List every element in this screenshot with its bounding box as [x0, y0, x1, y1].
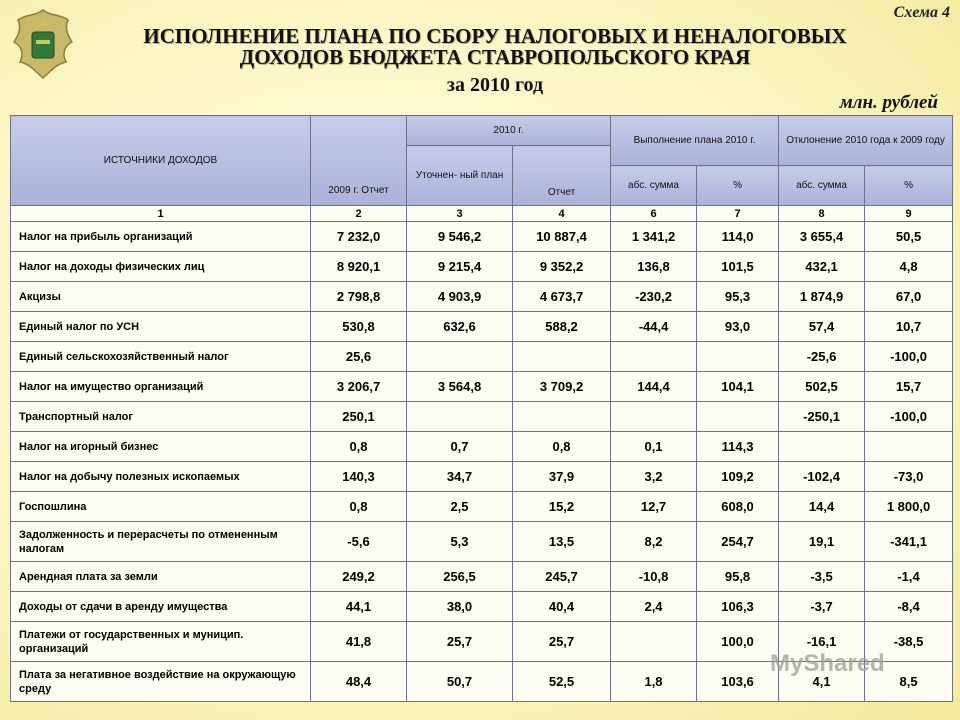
table-cell: 25,7: [407, 622, 513, 662]
income-source-name: Акцизы: [11, 282, 311, 312]
table-row: [11, 282, 953, 312]
table-cell: 249,2: [311, 562, 407, 592]
table-row: [11, 342, 953, 372]
table-cell: 2,5: [407, 492, 513, 522]
table-cell: 104,1: [697, 372, 779, 402]
header-exec-abs: абс. сумма: [611, 166, 697, 206]
income-source-name: Налог на доходы физических лиц: [11, 252, 311, 282]
table-cell: 256,5: [407, 562, 513, 592]
table-cell: 3 206,7: [311, 372, 407, 402]
income-source-name: Плата за негативное воздействие на окружающую среду: [11, 662, 311, 702]
table-cell: -3,7: [779, 592, 865, 622]
table-row: [11, 312, 953, 342]
table-row: [11, 252, 953, 282]
table-cell: 34,7: [407, 462, 513, 492]
header-2009-report: 2009 г. Отчет: [311, 116, 407, 206]
column-number: 2: [311, 206, 407, 222]
income-source-name: Задолженность и перерасчеты по отмененным налогам: [11, 522, 311, 562]
table-cell: 0,1: [611, 432, 697, 462]
header-plan-execution: Выполнение плана 2010 г.: [611, 116, 779, 166]
table-cell: [697, 342, 779, 372]
column-number: 9: [865, 206, 953, 222]
table-cell: [407, 402, 513, 432]
column-number: 6: [611, 206, 697, 222]
table-cell: [697, 402, 779, 432]
table-cell: 57,4: [779, 312, 865, 342]
table-cell: -341,1: [865, 522, 953, 562]
table-cell: 10,7: [865, 312, 953, 342]
table-cell: -5,6: [311, 522, 407, 562]
table-cell: 15,2: [513, 492, 611, 522]
table-cell: 1 874,9: [779, 282, 865, 312]
table-cell: 44,1: [311, 592, 407, 622]
table-cell: 1 800,0: [865, 492, 953, 522]
table-row: [11, 372, 953, 402]
table-cell: -100,0: [865, 402, 953, 432]
table-cell: 114,0: [697, 222, 779, 252]
table-cell: 530,8: [311, 312, 407, 342]
table-cell: 67,0: [865, 282, 953, 312]
column-number: 1: [11, 206, 311, 222]
table-row: [11, 492, 953, 522]
income-source-name: Платежи от государственных и муницип. организаций: [11, 622, 311, 662]
table-cell: 95,8: [697, 562, 779, 592]
table-cell: 588,2: [513, 312, 611, 342]
column-number: 4: [513, 206, 611, 222]
table-cell: 632,6: [407, 312, 513, 342]
table-cell: 48,4: [311, 662, 407, 702]
table-cell: 1,8: [611, 662, 697, 702]
income-source-name: Налог на имущество организаций: [11, 372, 311, 402]
table-cell: 0,8: [311, 492, 407, 522]
table-cell: 4,8: [865, 252, 953, 282]
table-cell: -38,5: [865, 622, 953, 662]
table-cell: 41,8: [311, 622, 407, 662]
table-cell: 12,7: [611, 492, 697, 522]
table-cell: 0,8: [513, 432, 611, 462]
table-cell: -250,1: [779, 402, 865, 432]
revenue-table: [10, 115, 953, 702]
table-cell: 4,1: [779, 662, 865, 702]
table-cell: -100,0: [865, 342, 953, 372]
header-dev-pct: %: [865, 166, 953, 206]
table-row: [11, 432, 953, 462]
table-cell: 38,0: [407, 592, 513, 622]
table-cell: 103,6: [697, 662, 779, 702]
table-cell: 19,1: [779, 522, 865, 562]
table-cell: 250,1: [311, 402, 407, 432]
table-cell: 37,9: [513, 462, 611, 492]
table-cell: 95,3: [697, 282, 779, 312]
table-cell: 3 564,8: [407, 372, 513, 402]
table-cell: 14,4: [779, 492, 865, 522]
table-cell: [407, 342, 513, 372]
title-year: за 2010 год: [446, 74, 544, 96]
column-number: 7: [697, 206, 779, 222]
table-cell: -16,1: [779, 622, 865, 662]
table-cell: 9 352,2: [513, 252, 611, 282]
table-cell: 50,7: [407, 662, 513, 702]
table-row: [11, 562, 953, 592]
header-sources: ИСТОЧНИКИ ДОХОДОВ: [11, 116, 311, 206]
income-source-name: Госпошлина: [11, 492, 311, 522]
table-row: [11, 462, 953, 492]
table-cell: 2 798,8: [311, 282, 407, 312]
title-line-1: ИСПОЛНЕНИЕ ПЛАНА ПО СБОРУ НАЛОГОВЫХ И НЕНАЛОГОВЫХ: [143, 24, 847, 48]
column-number: 8: [779, 206, 865, 222]
column-number-row: [11, 206, 953, 222]
income-source-name: Налог на прибыль организаций: [11, 222, 311, 252]
table-cell: [779, 432, 865, 462]
table-cell: 10 887,4: [513, 222, 611, 252]
income-source-name: Транспортный налог: [11, 402, 311, 432]
table-cell: 4 673,7: [513, 282, 611, 312]
table-row: [11, 592, 953, 622]
table-cell: -1,4: [865, 562, 953, 592]
units-label: млн. рублей: [839, 92, 938, 113]
title-line-2: ДОХОДОВ БЮДЖЕТА СТАВРОПОЛЬСКОГО КРАЯ: [239, 45, 751, 69]
watermark: MyShared: [770, 650, 885, 677]
table-cell: 140,3: [311, 462, 407, 492]
table-cell: 15,7: [865, 372, 953, 402]
table-cell: [611, 622, 697, 662]
table-cell: -25,6: [779, 342, 865, 372]
table-cell: 8,5: [865, 662, 953, 702]
table-cell: 502,5: [779, 372, 865, 402]
table-cell: 93,0: [697, 312, 779, 342]
table-cell: 8,2: [611, 522, 697, 562]
table-cell: 25,6: [311, 342, 407, 372]
table-cell: -102,4: [779, 462, 865, 492]
table-cell: 144,4: [611, 372, 697, 402]
header-2010: 2010 г.: [407, 116, 611, 146]
table-cell: 25,7: [513, 622, 611, 662]
table-cell: 3 655,4: [779, 222, 865, 252]
schema-number: Схема 4: [893, 4, 950, 21]
table-cell: 109,2: [697, 462, 779, 492]
table-row: [11, 222, 953, 252]
table-cell: -10,8: [611, 562, 697, 592]
table-cell: 254,7: [697, 522, 779, 562]
income-source-name: Арендная плата за земли: [11, 562, 311, 592]
column-number: 3: [407, 206, 513, 222]
table-cell: [611, 342, 697, 372]
table-cell: 136,8: [611, 252, 697, 282]
table-cell: 3,2: [611, 462, 697, 492]
header-2010-report: Отчет: [513, 146, 611, 206]
table-cell: -73,0: [865, 462, 953, 492]
table-cell: 9 546,2: [407, 222, 513, 252]
stavropol-emblem-icon: [8, 6, 78, 84]
table-cell: 7 232,0: [311, 222, 407, 252]
income-source-name: Налог на игорный бизнес: [11, 432, 311, 462]
page-title: [80, 26, 910, 68]
table-cell: [611, 402, 697, 432]
table-cell: -8,4: [865, 592, 953, 622]
table-cell: 245,7: [513, 562, 611, 592]
header-exec-pct: %: [697, 166, 779, 206]
table-cell: [513, 402, 611, 432]
table-cell: 5,3: [407, 522, 513, 562]
table-cell: 2,4: [611, 592, 697, 622]
table-cell: 106,3: [697, 592, 779, 622]
table-cell: 40,4: [513, 592, 611, 622]
table-cell: -230,2: [611, 282, 697, 312]
table-cell: 1 341,2: [611, 222, 697, 252]
income-source-name: Единый налог по УСН: [11, 312, 311, 342]
table-cell: 100,0: [697, 622, 779, 662]
table-cell: 52,5: [513, 662, 611, 702]
income-source-name: Единый сельскохозяйственный налог: [11, 342, 311, 372]
table-cell: 608,0: [697, 492, 779, 522]
table-cell: -3,5: [779, 562, 865, 592]
table-cell: 3 709,2: [513, 372, 611, 402]
header-deviation: Отклонение 2010 года к 2009 году: [779, 116, 953, 166]
table-cell: 9 215,4: [407, 252, 513, 282]
table-cell: -44,4: [611, 312, 697, 342]
table-row: [11, 522, 953, 562]
table-body: [11, 206, 953, 702]
income-source-name: Доходы от сдачи в аренду имущества: [11, 592, 311, 622]
table-cell: [865, 432, 953, 462]
income-source-name: Налог на добычу полезных ископаемых: [11, 462, 311, 492]
header-dev-abs: абс. сумма: [779, 166, 865, 206]
table-cell: 50,5: [865, 222, 953, 252]
table-cell: 4 903,9: [407, 282, 513, 312]
table-cell: 13,5: [513, 522, 611, 562]
table-cell: [513, 342, 611, 372]
table-cell: 8 920,1: [311, 252, 407, 282]
table-cell: 432,1: [779, 252, 865, 282]
table-cell: 114,3: [697, 432, 779, 462]
header-refined-plan: Уточнен- ный план: [407, 146, 513, 206]
table-cell: 0,7: [407, 432, 513, 462]
table-cell: 101,5: [697, 252, 779, 282]
table-row: [11, 402, 953, 432]
table-cell: 0,8: [311, 432, 407, 462]
